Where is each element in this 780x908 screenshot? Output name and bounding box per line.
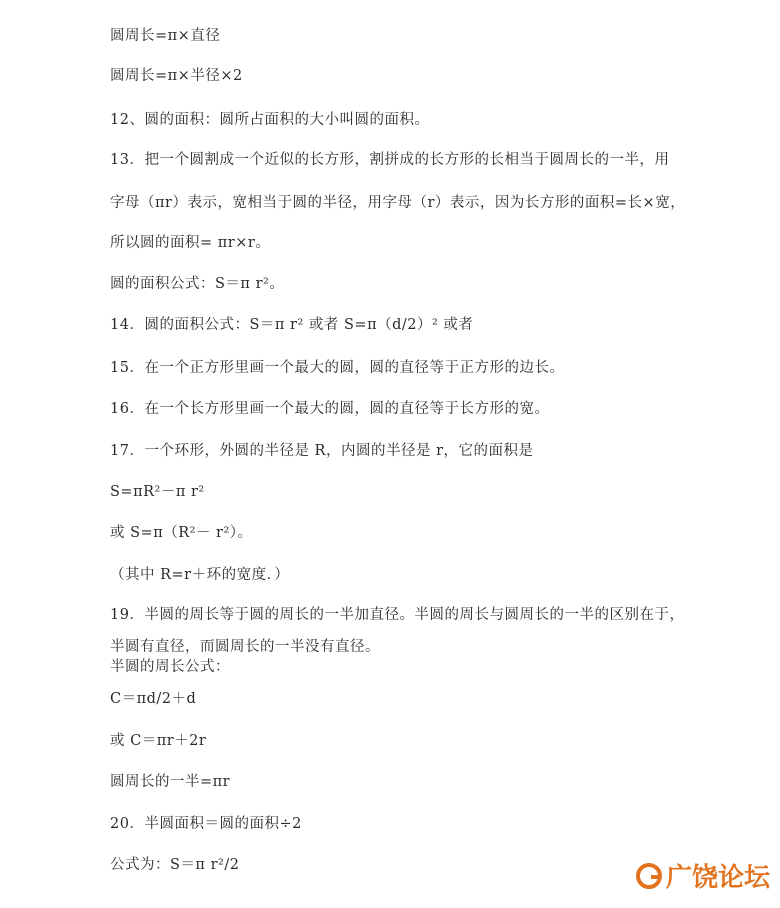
text-line: 15．在一个正方形里画一个最大的圆，圆的直径等于正方形的边长。 (110, 360, 565, 376)
text-line: 12、圆的面积：圆所占面积的大小叫圆的面积。 (110, 112, 430, 128)
text-line: 13．把一个圆割成一个近似的长方形，割拼成的长方形的长相当于圆周长的一半，用 (110, 152, 670, 168)
text-line: 半圆的周长公式： (110, 659, 230, 675)
text-line: 20．半圆面积＝圆的面积÷2 (110, 816, 302, 832)
text-line: 圆周长=π×半径×2 (110, 68, 243, 84)
text-line: 公式为：S＝π r²/2 (110, 857, 240, 873)
text-line: 圆的面积公式：S＝π r²。 (110, 276, 285, 292)
text-line: 14．圆的面积公式：S＝π r² 或者 S=π（d/2）² 或者 (110, 317, 474, 333)
text-line: S=πR²－π r² (110, 484, 205, 500)
text-line: 圆周长的一半=πr (110, 774, 231, 790)
text-line: 17．一个环形，外圆的半径是 R，内圆的半径是 r，它的面积是 (110, 443, 534, 459)
text-line: 字母（πr）表示，宽相当于圆的半径，用字母（r）表示，因为长方形的面积=长×宽， (110, 195, 686, 211)
text-line: 圆周长=π×直径 (110, 28, 221, 44)
text-line: 所以圆的面积= πr×r。 (110, 235, 271, 251)
text-line: 19．半圆的周长等于圆的周长的一半加直径。半圆的周长与圆周长的一半的区别在于， (110, 607, 685, 623)
text-line: C＝πd/2＋d (110, 691, 197, 707)
logo-icon (636, 863, 662, 889)
text-line: 半圆有直径，而圆周长的一半没有直径。 (110, 639, 380, 655)
text-line: 或 C＝πr＋2r (110, 733, 207, 749)
text-line: （其中 R=r＋环的宽度．） (110, 567, 290, 583)
text-line: 或 S=π（R²－ r²）。 (110, 525, 253, 541)
watermark-text: 广饶论坛 (665, 863, 770, 893)
watermark-logo (636, 857, 770, 894)
text-line: 16．在一个长方形里画一个最大的圆，圆的直径等于长方形的宽。 (110, 401, 550, 417)
